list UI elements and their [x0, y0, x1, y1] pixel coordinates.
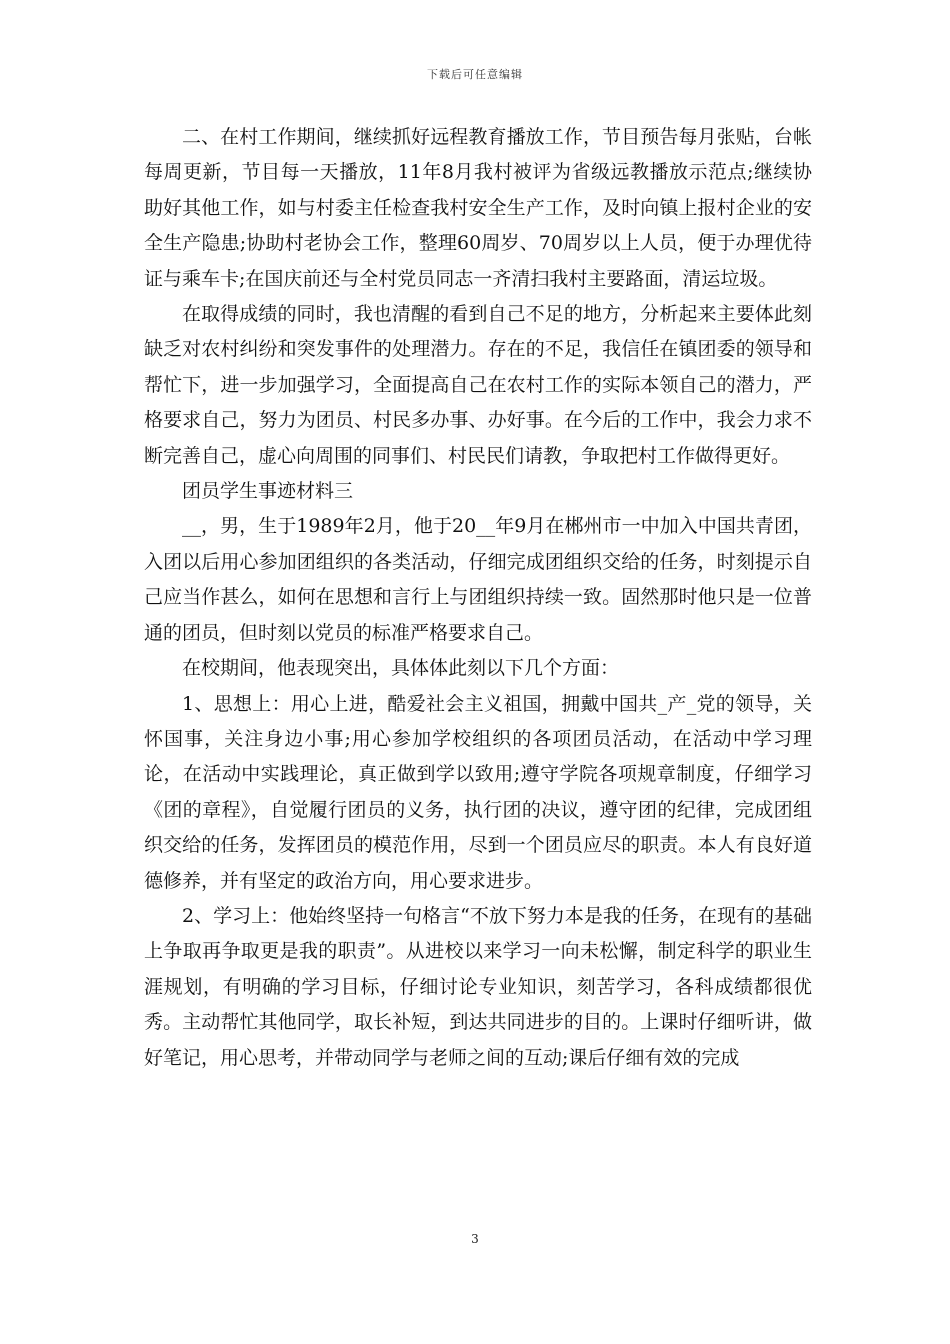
section-heading: 团员学生事迹材料三 — [182, 480, 354, 503]
paragraph-study: 2、学习上：他始终坚持一句格言“不放下努力本是我的任务，在现有的基础上争取再争取更是我的职责”。从进校以来学习一向未松懈，制定科学的职业生涯规划，有明确的学习目标，仔细讨论专业知识，刻苦学习，各科成绩都很优秀。主动帮忙其他同学，取长补短，到达共同进步的目的。上课时仔细听讲，做好笔记，用心思考，并带动同学与老师之间的互动;课后仔细有效的完成 — [144, 904, 812, 1069]
paragraph-ideology: 1、思想上：用心上进，酷爱社会主义祖国，拥戴中国共_产_党的领导，关怀国事，关注身边小事;用心参加学校组织的各项团员活动，在活动中学习理论，在活动中实践理论，真正做到学以致用;遵守学院各项规章制度，仔细学习《团的章程》，自觉履行团员的义务，执行团的决议，遵守团的纪律，完成团组织交给的任务，发挥团员的模范作用，尽到一个团员应尽的职责。本人有良好道德修养，并有坚定的政治方向，用心要求进步。 — [144, 692, 812, 892]
document-body — [144, 120, 812, 1076]
paragraph-biography: __，男，生于1989年2月，他于20__年9月在郴州市一中加入中国共青团，入团以后用心参加团组织的各类活动，仔细完成团组织交给的任务，时刻提示自己应当作甚么，如何在思想和言行上与团组织持续一致。固然那时他只是一位普通的团员，但时刻以党员的标准严格要求自己。 — [144, 515, 812, 644]
page-header: 下载后可任意编辑 — [427, 68, 523, 81]
paragraph-village-work: 二、在村工作期间，继续抓好远程教育播放工作，节目预告每月张贴，台帐每周更新，节目每一天播放，11年8月我村被评为省级远教播放示范点;继续协助好其他工作，如与村委主任检查我村安全生产工作，及时向镇上报村企业的安全生产隐患;协助村老协会工作，整理60周岁、70周岁以上人员，便于办理优待证与乘车卡;在国庆前还与全村党员同志一齐清扫我村主要路面，清运垃圾。 — [144, 126, 812, 290]
page-number: 3 — [471, 1232, 479, 1246]
paragraph-school-intro: 在校期间，他表现突出，具体体此刻以下几个方面： — [182, 657, 620, 680]
paragraph-shortcomings: 在取得成绩的同时，我也清醒的看到自己不足的地方，分析起来主要体此刻缺乏对农村纠纷和突发事件的处理潜力。存在的不足，我信任在镇团委的领导和帮忙下，进一步加强学习，全面提高自己在农村工作的实际本领自己的潜力，严格要求自己，努力为团员、村民多办事、办好事。在今后的工作中，我会力求不断完善自己，虚心向周围的同事们、村民民们请教，争取把村工作做得更好。 — [144, 303, 812, 467]
